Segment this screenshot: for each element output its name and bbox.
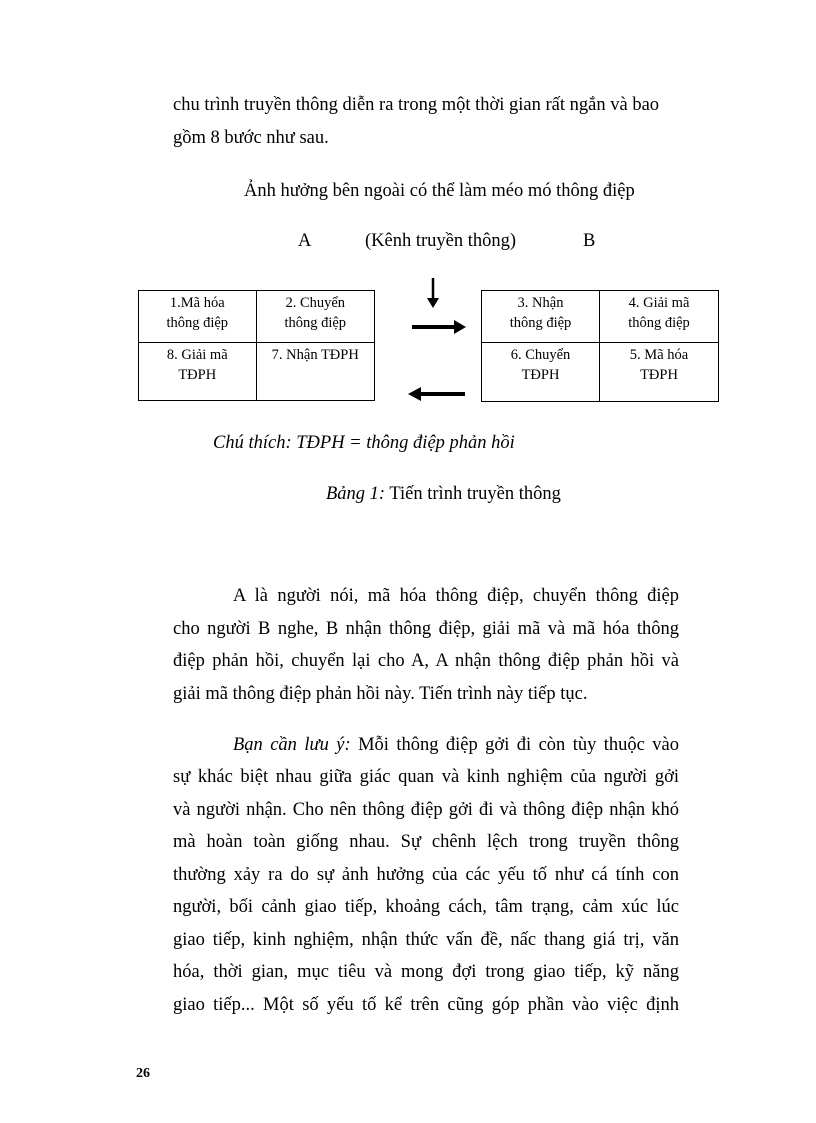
para2-line-2: sự khác biệt nhau giữa giác quan và kinh nghiệm của người gởi [173,767,679,787]
para1-line-3: điệp phản hồi, chuyển lại cho A, A nhận thông điệp phản hồi và [173,651,679,671]
step-4-cell: 4. Giải mã thông điệp [600,291,718,343]
para2-line-8: hóa, thời gian, mục tiêu và mong đợi trong giao tiếp, kỹ năng [173,962,679,982]
left-arrow-icon [405,383,467,405]
influence-label: Ảnh hưởng bên ngoài có thể làm méo mó thông điệp [244,181,635,201]
step-7-cell: 7. Nhận TĐPH [271,347,359,363]
step-2-cell: 2. Chuyển thông điệp [257,291,375,343]
para1-line-1: A là người nói, mã hóa thông điệp, chuyển thông điệp [233,586,679,606]
para2-line-1 [233,734,679,756]
channel-label: (Kênh truyền thông) [365,231,517,251]
para2-line-6: người, bối cảnh giao tiếp, khoảng cách, tâm trạng, cảm xúc lúc [173,897,679,917]
sender-process-table [138,290,375,401]
table-caption [326,483,561,505]
page-number: 26 [136,1066,150,1081]
step-5-cell: 5. Mã hóa TĐPH [629,347,689,383]
caption-label: Bảng 1: [326,484,386,504]
para2-first: Mỗi thông điệp gởi đi còn tùy thuộc vào [350,735,679,755]
right-arrow-icon [410,316,468,338]
receiver-process-table [481,290,719,402]
step-1-cell: 1.Mã hóa thông điệp [139,291,257,343]
intro-line-1: chu trình truyền thông diễn ra trong một thời gian rất ngắn và bao [173,95,660,115]
para2-line-7: giao tiếp, kinh nghiệm, nhận thức vấn đề, nấc thang giá trị, văn [173,930,679,950]
diagram-note: Chú thích: TĐPH = thông điệp phản hồi [213,433,515,453]
para2-line-4: mà hoàn toàn giống nhau. Sự chênh lệch trong truyền thông [173,832,679,852]
step-3-cell: 3. Nhận thông điệp [482,291,600,343]
para2-line-3: và người nhận. Cho nên thông điệp gởi đi và thông điệp nhận khó [173,800,679,820]
para2-line-9: giao tiếp... Một số yếu tố kể trên cũng góp phần vào việc định [173,995,679,1015]
caption-text: Tiến trình truyền thông [385,484,561,504]
party-a-label: A [298,231,312,251]
party-b-label: B [583,231,596,251]
step-6-cell: 6. Chuyển TĐPH [482,343,600,401]
step-8-cell: 8. Giải mã TĐPH [139,343,257,400]
para2-line-5: thường xảy ra do sự ảnh hưởng của các yếu tố như cá tính con [173,865,679,885]
para2-lead: Bạn cần lưu ý: [233,735,351,755]
intro-line-2: gồm 8 bước như sau. [173,128,329,148]
para1-line-4: giải mã thông điệp phản hồi này. Tiến trình này tiếp tục. [173,684,588,704]
down-arrow-icon [420,276,446,310]
para1-line-2: cho người B nghe, B nhận thông điệp, giải mã và mã hóa thông [173,619,679,639]
